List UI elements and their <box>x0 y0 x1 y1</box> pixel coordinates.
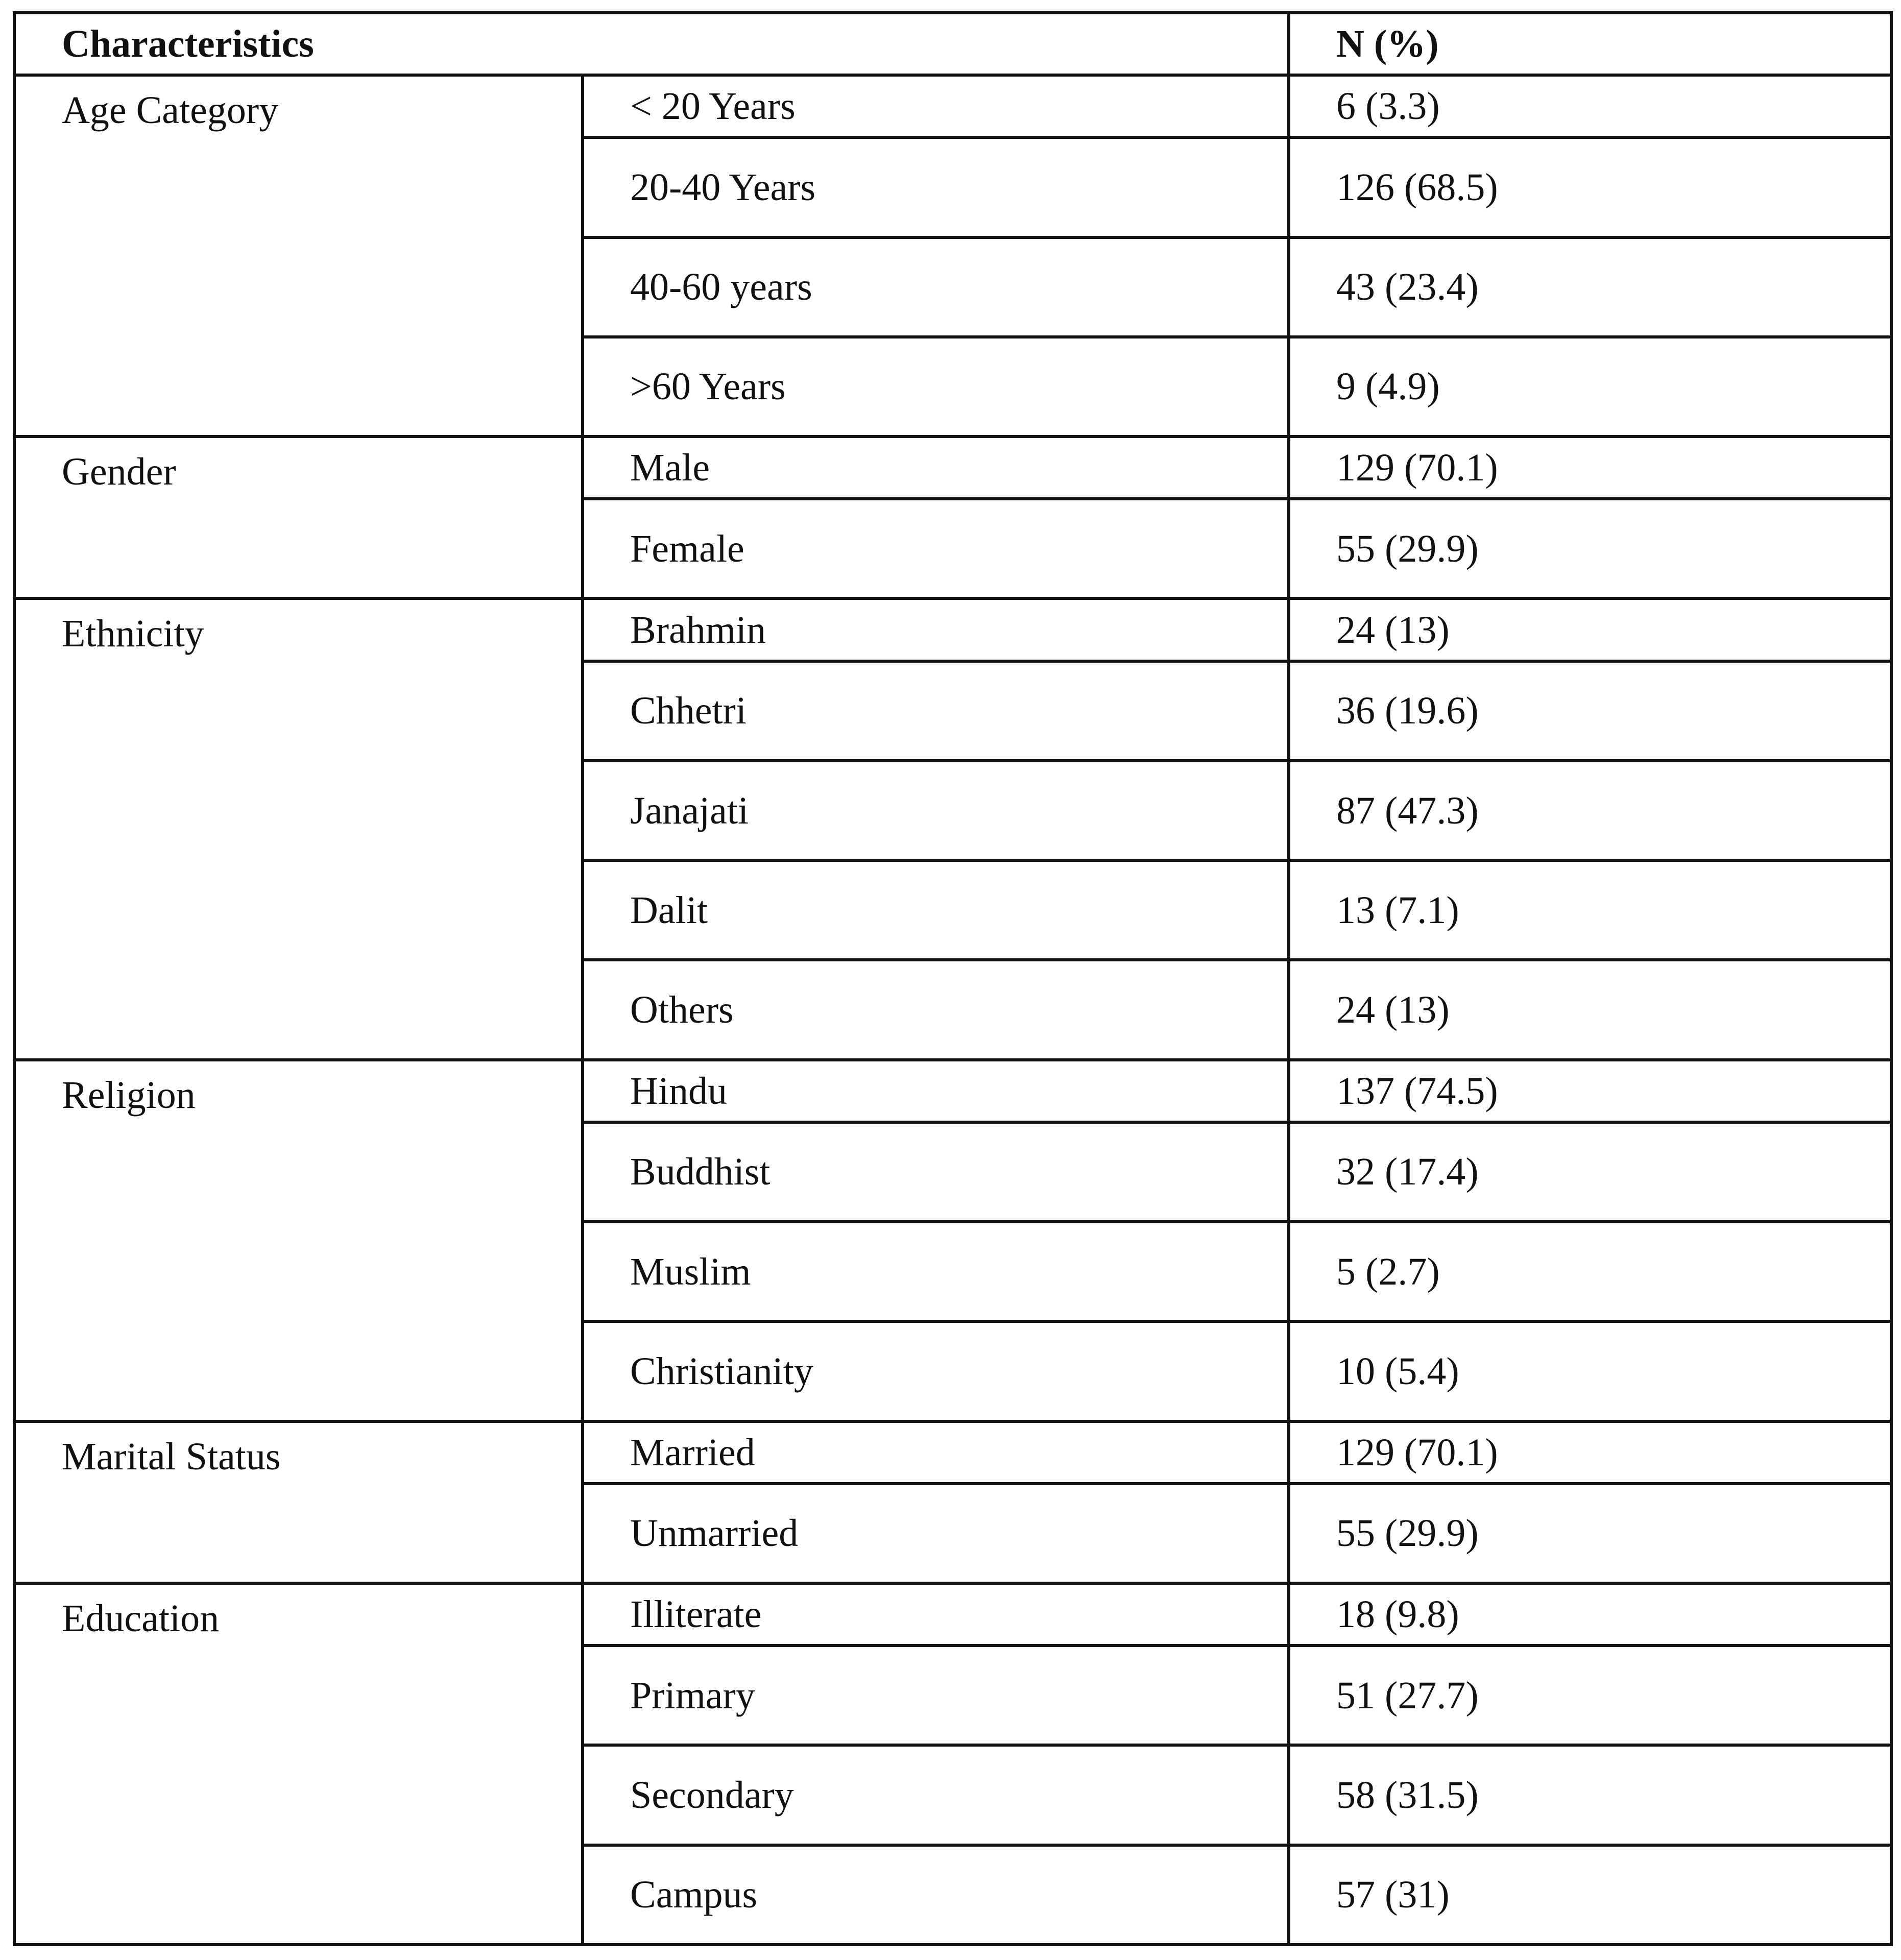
category-cell: Muslim <box>583 1222 1289 1321</box>
header-characteristics: Characteristics <box>14 13 1289 75</box>
category-cell: Unmarried <box>583 1484 1289 1583</box>
value-cell: 129 (70.1) <box>1289 1421 1891 1484</box>
characteristics-table <box>13 11 1893 1946</box>
table-row <box>14 1421 1891 1484</box>
header-row <box>14 13 1891 75</box>
value-cell: 24 (13) <box>1289 598 1891 661</box>
value-cell: 55 (29.9) <box>1289 499 1891 598</box>
value-cell: 58 (31.5) <box>1289 1745 1891 1845</box>
category-cell: Brahmin <box>583 598 1289 661</box>
value-cell: 126 (68.5) <box>1289 137 1891 237</box>
group-label: Age Category <box>14 75 583 437</box>
category-cell: 20-40 Years <box>583 137 1289 237</box>
category-cell: Chhetri <box>583 661 1289 761</box>
group-label: Ethnicity <box>14 598 583 1059</box>
value-cell: 13 (7.1) <box>1289 860 1891 960</box>
category-cell: Illiterate <box>583 1583 1289 1646</box>
value-cell: 55 (29.9) <box>1289 1484 1891 1583</box>
value-cell: 36 (19.6) <box>1289 661 1891 761</box>
category-cell: Janajati <box>583 761 1289 860</box>
table-row <box>14 437 1891 499</box>
category-cell: >60 Years <box>583 337 1289 437</box>
category-cell: Female <box>583 499 1289 598</box>
value-cell: 57 (31) <box>1289 1845 1891 1945</box>
group-label: Religion <box>14 1060 583 1421</box>
value-cell: 18 (9.8) <box>1289 1583 1891 1646</box>
category-cell: Campus <box>583 1845 1289 1945</box>
category-cell: 40-60 years <box>583 237 1289 337</box>
value-cell: 5 (2.7) <box>1289 1222 1891 1321</box>
category-cell: Dalit <box>583 860 1289 960</box>
category-cell: Secondary <box>583 1745 1289 1845</box>
table-row <box>14 1583 1891 1646</box>
value-cell: 10 (5.4) <box>1289 1321 1891 1421</box>
value-cell: 129 (70.1) <box>1289 437 1891 499</box>
value-cell: 6 (3.3) <box>1289 75 1891 137</box>
table-body <box>14 13 1891 1945</box>
value-cell: 51 (27.7) <box>1289 1646 1891 1745</box>
category-cell: Married <box>583 1421 1289 1484</box>
value-cell: 9 (4.9) <box>1289 337 1891 437</box>
characteristics-table-container <box>13 11 1890 1946</box>
category-cell: Others <box>583 960 1289 1059</box>
category-cell: Buddhist <box>583 1122 1289 1222</box>
value-cell: 137 (74.5) <box>1289 1060 1891 1122</box>
category-cell: Hindu <box>583 1060 1289 1122</box>
category-cell: Primary <box>583 1646 1289 1745</box>
value-cell: 43 (23.4) <box>1289 237 1891 337</box>
table-row <box>14 1060 1891 1122</box>
group-label: Gender <box>14 437 583 598</box>
header-n-percent: N (%) <box>1289 13 1891 75</box>
value-cell: 32 (17.4) <box>1289 1122 1891 1222</box>
table-row <box>14 598 1891 661</box>
value-cell: 87 (47.3) <box>1289 761 1891 860</box>
group-label: Marital Status <box>14 1421 583 1583</box>
table-row <box>14 75 1891 137</box>
category-cell: Christianity <box>583 1321 1289 1421</box>
value-cell: 24 (13) <box>1289 960 1891 1059</box>
category-cell: Male <box>583 437 1289 499</box>
group-label: Education <box>14 1583 583 1945</box>
category-cell: < 20 Years <box>583 75 1289 137</box>
